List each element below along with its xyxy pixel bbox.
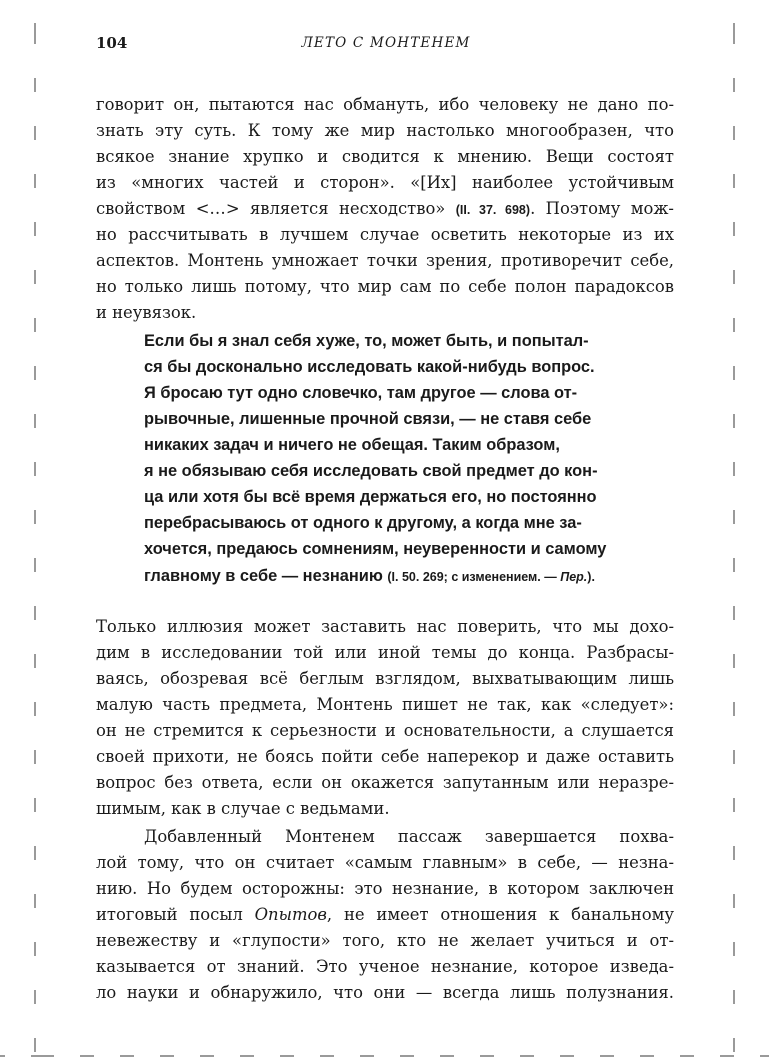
text-line: и неувязок.	[96, 303, 197, 322]
quote-line	[144, 563, 595, 589]
text-line: шимым, как в случае с ведьмами.	[96, 799, 390, 818]
text-line: он не стремится к серьезности и основательности, а слушается	[96, 721, 674, 740]
citation-ref-tail: ).	[587, 570, 595, 584]
text-line: малую часть предмета, Монтень пишет не так, как «следует»:	[96, 695, 674, 714]
text-line: говорит он, пытаются нас обмануть, ибо человеку не дано по-	[96, 95, 674, 114]
text-line: Добавленный Монтенем пассаж завершается похва-	[144, 827, 674, 846]
text-run: , не имеет отношения к банальному	[326, 905, 674, 924]
text-line: нию. Но будем осторожны: это незнание, в котором заключен	[96, 879, 674, 898]
quote-line: Если бы я знал себя хуже, то, может быть, и попытал-	[144, 332, 589, 350]
text-line: лой тому, что он считает «самым главным» в себе, — незна-	[96, 853, 674, 872]
text-line: невежеству и «глупости» того, кто не желает учиться и от-	[96, 931, 674, 950]
book-title: Опытов	[254, 905, 327, 924]
text-line: казывается от знаний. Это ученое незнание, которое изведа-	[96, 957, 674, 976]
text-run: итоговый посыл	[96, 905, 255, 924]
quote-line: хочется, предаюсь сомнениям, неуверенности и самому	[144, 540, 607, 558]
quote-line: перебрасываюсь от одного к другому, а когда мне за-	[144, 514, 582, 532]
text-line: Только иллюзия может заставить нас поверить, что мы дохо-	[96, 617, 674, 636]
text-line: своей прихоти, не боясь пойти себе наперекор и даже оставить	[96, 747, 674, 766]
text-line: всякое знание хрупко и сводится к мнению. Вещи состоят	[96, 147, 674, 166]
text-line: но рассчитывать в лучшем случае осветить некоторые из их	[96, 225, 674, 244]
text-line: но только лишь потому, что мир сам по себе полон парадоксов	[96, 277, 674, 296]
quote-line: ца или хотя бы всё время держаться его, но постоянно	[144, 488, 597, 506]
citation-ref-italic: Пер.	[560, 570, 588, 584]
text-line: аспектов. Монтень умножает точки зрения, противоречит себе,	[96, 251, 674, 270]
quote-line: ся бы досконально исследовать какой-нибудь вопрос.	[144, 358, 595, 376]
quote-line: никаких задач и ничего не обещая. Таким образом,	[144, 436, 560, 454]
running-head	[96, 34, 676, 56]
citation-ref: (II. 37. 698)	[455, 203, 531, 217]
quote-line: рывочные, лишенные прочной связи, — не ставя себе	[144, 410, 592, 428]
text-line: ло науки и обнаружило, что они — всегда лишь полузнания.	[96, 983, 674, 1002]
text-run: главному в себе — незнанию	[144, 567, 388, 585]
text-line: вопрос без ответа, если он окажется запутанным или неразре-	[96, 773, 674, 792]
running-title: ЛЕТО С МОНТЕНЕМ	[301, 35, 471, 51]
text-line	[96, 196, 674, 222]
text-line: из «многих частей и сторон». «[Их] наиболее устойчивым	[96, 173, 674, 192]
text-line	[96, 902, 674, 928]
crop-mark-left	[34, 0, 36, 1063]
crop-mark-right	[733, 0, 735, 1063]
citation-ref: (I. 50. 269; с изменением. —	[387, 570, 561, 584]
quote-line: я не обязываю себя исследовать свой предмет до кон-	[144, 462, 598, 480]
text-run: свойством <…> является несходство»	[96, 199, 446, 218]
crop-mark-bottom	[0, 1055, 769, 1057]
text-line: дим в исследовании той или иной темы до конца. Разбрасы-	[96, 643, 674, 662]
page-number: 104	[96, 34, 128, 52]
text-run: . Поэтому мож-	[530, 199, 674, 218]
text-line: ваясь, обозревая всё беглым взглядом, выхватывающим лишь	[96, 669, 674, 688]
quote-line: Я бросаю тут одно словечко, там другое — слова от-	[144, 384, 578, 402]
text-line: знать эту суть. К тому же мир настолько многообразен, что	[96, 121, 674, 140]
